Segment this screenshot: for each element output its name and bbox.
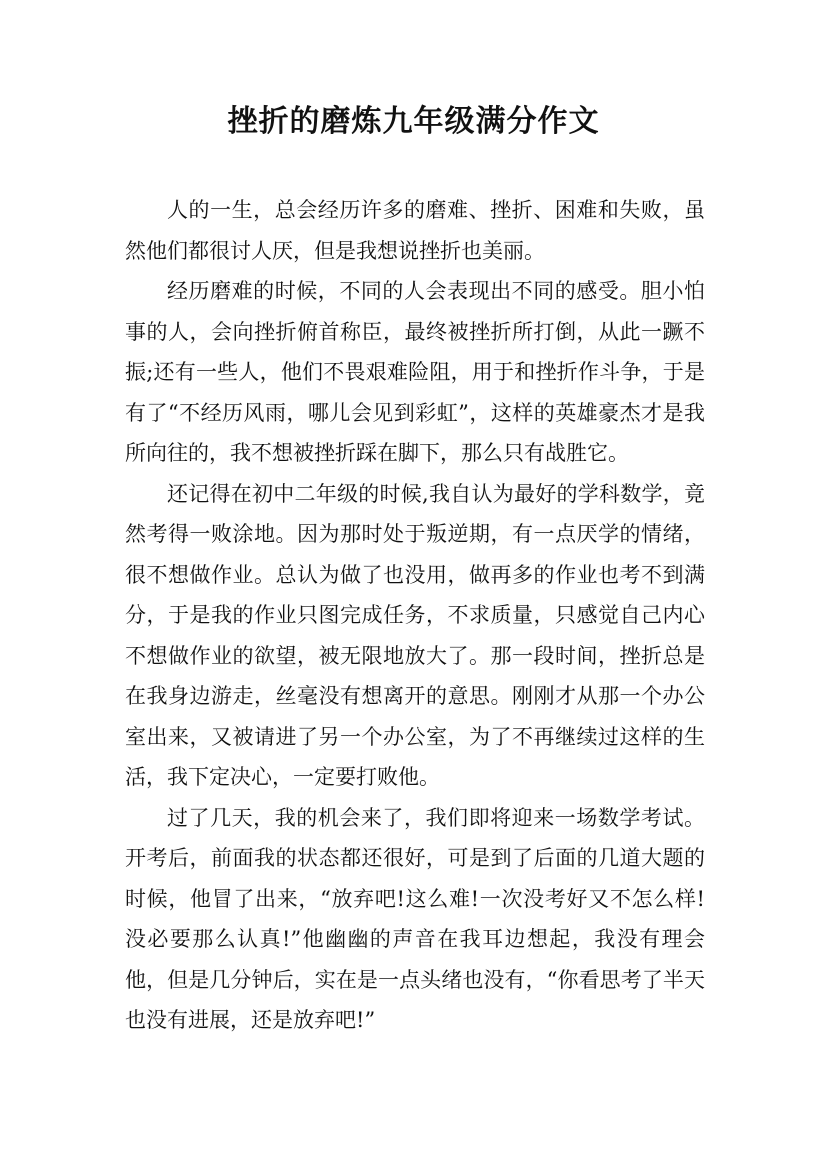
paragraph: 还记得在初中二年级的时候,我自认为最好的学科数学，竟然考得一败涂地。因为那时处于叛逆期，有一点厌学的情绪，很不想做作业。总认为做了也没用，做再多的作业也考不到满分，于是我的作业只图完成任务，不求质量，只感觉自己内心不想做作业的欲望，被无限地放大了。那一段时间，挫折总是在我身边游走，丝毫没有想离开的意思。刚刚才从那一个办公室出来，又被请进了另一个办公室，为了不再继续过这样的生活，我下定决心，一定要打败他。: [125, 481, 705, 789]
paragraph: 人的一生，总会经历许多的磨难、挫折、困难和失败，虽然他们都很讨人厌，但是我想说挫折也美丽。: [125, 198, 705, 263]
paragraph: 过了几天，我的机会来了，我们即将迎来一场数学考试。开考后，前面我的状态都还很好，可是到了后面的几道大题的时候，他冒了出来，“放弃吧!这么难!一次没考好又不怎么样!没必要那么认真!”他幽幽的声音在我耳边想起，我没有理会他，但是几分钟后，实在是一点头绪也没有，“你看思考了半天也没有进展，还是放弃吧!”: [125, 805, 705, 1032]
paragraph: 经历磨难的时候，不同的人会表现出不同的感受。胆小怕事的人，会向挫折俯首称臣，最终被挫折所打倒，从此一蹶不振;还有一些人，他们不畏艰难险阻，用于和挫折作斗争，于是有了“不经历风雨，哪儿会见到彩虹”，这样的英雄豪杰才是我所向往的，我不想被挫折踩在脚下，那么只有战胜它。: [125, 279, 705, 465]
document-body: [125, 190, 705, 1041]
document-title: 挫折的磨炼九年级满分作文: [227, 104, 600, 139]
